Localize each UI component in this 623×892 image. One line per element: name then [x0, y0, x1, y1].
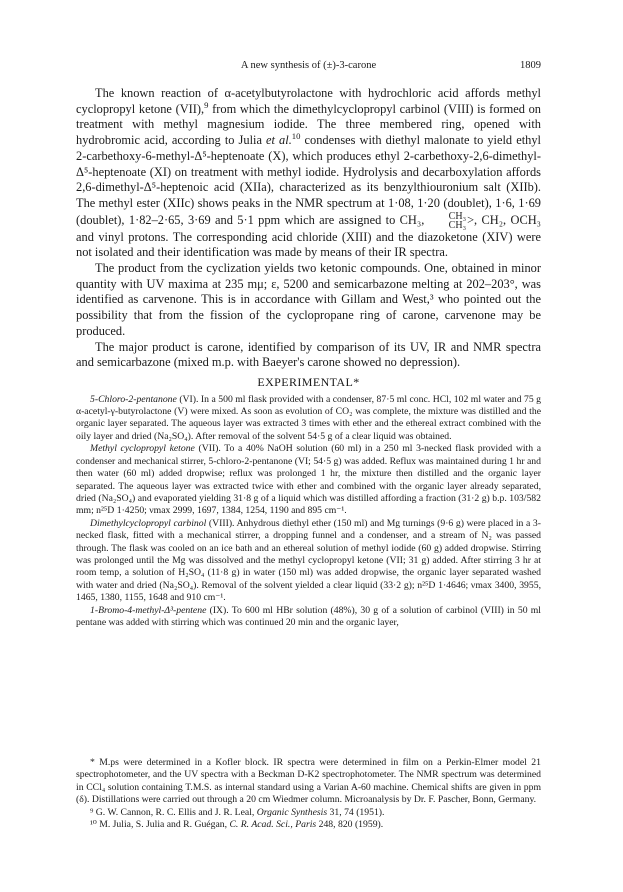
- reference-mark: 9: [204, 99, 209, 110]
- experimental-section: [76, 394, 541, 630]
- paragraph-cyclization: The product from the cyclization yields two ketonic compounds. One, obtained in minor quantity with UV maxima at 235 mμ; ε, 5200 and semicarbazone melting at 202–203°, was identified as carvenone. This is in accordance with Gillam and West,³ who pointed out the possibility that from the fission of the cyclopropane ring of carone, carvenone may be produced.: [76, 261, 541, 338]
- paragraph-carone: The major product is carone, identified by comparison of its UV, IR and NMR spectra and semicarbazone (mixed m.p. with Baeyer's carone showed no depression).: [76, 339, 541, 370]
- footnotes: [76, 757, 541, 831]
- nmr-assignment: CH₃,: [399, 212, 425, 227]
- running-header: [76, 60, 541, 74]
- paragraph-synthesis-route: The known reaction of α-acetylbutyrolactone with hydrochloric acid affords methyl cyclopropyl ketone (VII),$^9$ from which the dimethylcyclopropyl carbinol (VIII) is formed on treatment with methyl magnesium iodide. The three membered ring, opened with hydrobromic acid, according to Julia et al.$^{10}$ condenses with diethyl malonate to yield ethyl 2-carbethoxy-6-methyl-Δ⁵-heptenoate (X), which produces ethyl 2-carbethoxy-2,6-dimethyl-Δ⁵-heptenoate (XI) on treatment with methyl iodide. Hydrolysis and decarboxylation affords 2,6-dimethyl-Δ⁵-heptenoic acid (XIIa), characterized as its benzylthiouronium salt (XIIb). The methyl ester (XIIc) shows peaks in the NMR spectrum at 1·08, 1·20 (doublet), 1·6, 1·69 (doublet), 1·82–2·65, 3·69 and 5·1 ppm which are assigned to CH₃, CH₃ CH₃ >, CH₂, OCH₃ and vinyl protons. The corresponding acid chloride (XIII) and the diazoketone (XIV) were not isolated and their identification was made by means of their IR spectra.: [76, 86, 541, 260]
- footnote-ref-10: ¹⁰ M. Julia, S. Julia and R. Guégan, C. R. Acad. Sci., Paris 248, 820 (1959).: [90, 819, 384, 831]
- footnote-methods: * M.ps were determined in a Kofler block. IR spectra were determined in film on a Perkin-Elmer model 21 spectrophotometer, and the UV spectra with a Beckman D-K2 spectrophotometer. The NMR spectrum was determined in CCl₄ solution containing T.M.S. as internal standard using a Varian A-60 machine. Chemical shifts are given in ppm (δ). Distillations were carried out through a 20 cm Wiedmer column. Microanalysis by Dr. F. Pascher, Bonn, Germany.: [76, 757, 541, 806]
- procedure-chloropentanone: 5-Chloro-2-pentanone (VI). In a 500 ml flask provided with a condenser, 87·5 ml conc. HCl, 102 ml water and 75 g α-acetyl-γ-butyrolactone (V) were mixed. As soon as evolution of CO₂ was complete, the mixture was distilled and the organic layer separated. The aqueous layer was extracted 3 times with ether and the ethereal extract combined with the oily layer and dried (Na₂SO₄). After removal of the solvent 54·5 g of a clear liquid was obtained.: [76, 393, 541, 442]
- main-text: [76, 86, 541, 629]
- page-number: 1809: [520, 60, 541, 71]
- reference-mark: 10: [291, 130, 301, 141]
- footnote-ref-9: ⁹ G. W. Cannon, R. C. Ellis and J. R. Leal, Organic Synthesis 31, 74 (1951).: [90, 806, 385, 818]
- procedure-carbinol: Dimethylcyclopropyl carbinol (VIII). Anhydrous diethyl ether (150 ml) and Mg turnings (9·6 g) were placed in a 3-necked flask, fitted with a mechanical stirrer, a dropping funnel and a condenser, and a stream of N₂ was passed through. The flask was cooled on an ice bath and an ethereal solution of methyl iodide (60 g) added dropwise. Stirring was prolonged until the Mg was dissolved and the methyl cyclopropyl ketone (VII; 31 g) added. After stirring 3 hr at room temp, a solution of H₂SO₄ (11·8 g) in water (150 ml) was added dropwise, the organic layer separated washed with water and dried (Na₂SO₄). Removal of the solvent yielded a clear liquid (33·2 g); n²⁵D 1·4646; νmax 3400, 3955, 1465, 1380, 1155, 1648 and 910 cm⁻¹.: [76, 517, 541, 604]
- procedure-bromopentene: 1-Bromo-4-methyl-Δ³-pentene (IX). To 600 ml HBr solution (48%), 30 g of a solution of carbinol (VIII) in 50 ml pentane was added with stirring which was continued 20 min and the organic layer,: [76, 604, 541, 628]
- dimethyl-fraction: CH₃ CH₃: [448, 210, 467, 231]
- procedure-cyclopropyl-ketone: Methyl cyclopropyl ketone (VII). To a 40% NaOH solution (60 ml) in a 250 ml 3-necked flask provided with a condenser and mechanical stirrer, 5-chloro-2-pentanone (VI; 54·5 g) was added. Reflux was maintained during 1 hr and then water (60 ml) added dropwise; reflux was prolonged 1 hr, the mixture then distilled and the organic layer separated. The aqueous layer was extracted twice with ether and combined with the organic layer already separated, dried (Na₂SO₄) and evaporated yielding 31·8 g of a liquid which was distilled affording a fraction (31·2 g) b.p. 103/582 mm; n²⁵D 1·4250; νmax 2999, 1697, 1384, 1254, 1190 and 895 cm⁻¹.: [76, 443, 542, 517]
- running-title: A new synthesis of (±)-3-carone: [240, 60, 377, 71]
- section-heading-experimental: EXPERIMENTAL*: [257, 374, 360, 389]
